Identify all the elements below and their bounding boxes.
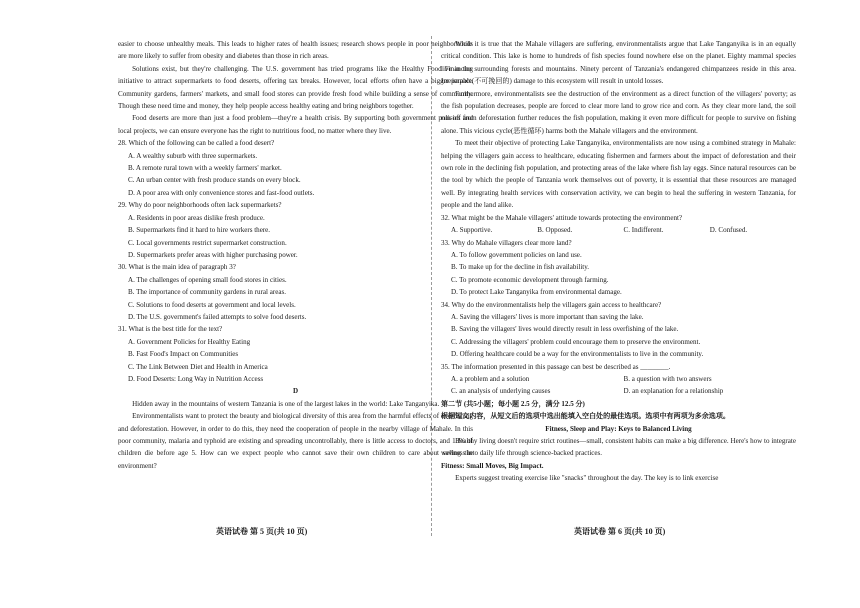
- option: B. Fast Food's Impact on Communities: [128, 350, 239, 359]
- option: A. a problem and a solution: [451, 374, 530, 383]
- paragraph: Food deserts are more than just a food problem—they're a health crisis. By supporting both government policies and local projects, we can ensure everyone has the right to nutritious food, no matter where they live.: [118, 114, 473, 135]
- option-row: [441, 224, 796, 236]
- question-stem: 35. The information presented in this passage can best be described as ________.: [441, 362, 671, 371]
- paragraph: To meet their objective of protecting Lake Tanganyika, environmentalists are now using a combined strategy in Mahale: helping the villagers gain access to healthcare, educating fishermen and farmers about the impact of deforestation and their own role in the declining fish population, and protecting areas of the lake where fish lay eggs. Since natural resources can be the tool by which the people of Tanzania work themselves out of poverty, it is essential that these resources are managed well. By integrating health services with conservation activity, we can begin to heal the suffering in western Tanzania, for people and the land alike.: [441, 139, 796, 210]
- option: A. Supportive.: [451, 226, 493, 235]
- option: C. To promote economic development through farming.: [451, 275, 609, 284]
- paragraph: Furthermore, environmentalists see the destruction of the environment as a direct function of the villagers' poverty; as the fish population decreases, people are forced to clear more land to grow rice and corn. As they clear more land, the soil run-off from deforestation further reduces the fish population, making it even more difficult for people to survive on fishing alone. This vicious cycle(恶性循环) harms both the Mahale villagers and the environment.: [441, 89, 796, 135]
- option: A. To follow government policies on land use.: [451, 250, 582, 259]
- paragraph: Hidden away in the mountains of western Tanzania is one of the largest lakes in the world: Lake Tanganyika.: [132, 399, 440, 408]
- option: D. Supermarkets prefer areas with higher purchasing power.: [128, 250, 298, 259]
- option-grid: [441, 373, 796, 398]
- question-stem: 29. Why do poor neighborhoods often lack supermarkets?: [118, 201, 282, 210]
- option: B. A remote rural town with a weekly farmers' market.: [128, 164, 282, 173]
- option: B. Opposed.: [537, 226, 573, 235]
- option: C. an analysis of underlying causes: [451, 387, 551, 396]
- option: D. Confused.: [709, 226, 748, 235]
- section-heading: 第二节 (共5小题；每小题 2.5 分，满分 12.5 分): [441, 399, 585, 408]
- paragraph: Healthy living doesn't require strict routines—small, consistent habits can make a big difference. Here's how to integrate wellness into daily life through science-backed practices.: [441, 437, 796, 458]
- option: D. To protect Lake Tanganyika from environmental damage.: [451, 288, 622, 297]
- question-stem: 31. What is the best title for the text?: [118, 325, 223, 334]
- section-heading-d: D: [292, 387, 299, 396]
- question-34: [441, 299, 796, 361]
- option: D. an explanation for a relationship: [623, 387, 724, 396]
- option: A. Government Policies for Healthy Eating: [128, 337, 251, 346]
- option: B. a question with two answers: [623, 374, 712, 383]
- question-stem: 34. Why do the environmentalists help the villagers gain access to healthcare?: [441, 300, 662, 309]
- question-31: [118, 323, 473, 385]
- question-stem: 33. Why do Mahale villagers clear more land?: [441, 238, 572, 247]
- question-32: [441, 212, 796, 237]
- question-35: [441, 361, 796, 398]
- paragraph: While it is true that the Mahale villagers are suffering, environmentalists argue that Lake Tanganyika is in an equally critical condition. This lake is home to hundreds of fish species found nowhere else on the planet. Eighty mammal species live in the surrounding forests and mountains. Ninety percent of Tanzania's endangered chimpanzees reside in this area. Irreparable(不可挽回的) damage to this ecosystem will result in untold losses.: [441, 40, 796, 86]
- question-28: [118, 137, 473, 199]
- option: D. A poor area with only convenience stores and fast-food outlets.: [128, 188, 315, 197]
- passage-title: Fitness, Sleep and Play: Keys to Balanced Living: [545, 424, 692, 433]
- page-footer-left: 英语试卷 第 5 页(共 10 页): [216, 527, 308, 536]
- paragraph: Solutions exist, but they're challenging. The U.S. government has tried programs like the Healthy Food Financing initiative to attract supermarkets to food deserts, offering tax breaks. However, local efforts often have a bigger impact. Community gardens, farmers' markets, and small food stores can provide fresh food while building a sense of community. Though these need time and money, they help people access healthy eating and bring neighbors together.: [118, 64, 473, 111]
- question-29: [118, 199, 473, 261]
- option: C. Local governments restrict supermarket construction.: [128, 238, 287, 247]
- question-stem: 30. What is the main idea of paragraph 3?: [118, 263, 236, 272]
- option: A. The challenges of opening small food stores in cities.: [128, 275, 287, 284]
- option: D. Offering healthcare could be a way for the environmentalists to live in the community.: [451, 350, 704, 359]
- question-stem: 32. What might be the Mahale villagers' attitude towards protecting the environment?: [441, 213, 683, 222]
- option: A. A wealthy suburb with three supermarkets.: [128, 151, 258, 160]
- subheading: Fitness: Small Moves, Big Impact.: [441, 461, 544, 470]
- option: B. The importance of community gardens in rural areas.: [128, 288, 286, 297]
- option: B. Supermarkets find it hard to hire workers there.: [128, 226, 271, 235]
- question-stem: 28. Which of the following can be called a food desert?: [118, 139, 275, 148]
- option: C. Solutions to food deserts at government and local levels.: [128, 300, 296, 309]
- paragraph: Environmentalists want to protect the beauty and biological diversity of this area from the harmful effects of overfishing and deforestation. However, in order to do this, they need the cooperation of people in the nearby village of Mahale. In this poor community, malaria and typhoid are existing and spreading uncontrollably, there is little access to doctors, and 13% of children die before age 5. How can we expect people who cannot save their own children to care about saving the environment?: [118, 412, 473, 470]
- left-column: [118, 38, 473, 472]
- question-33: [441, 237, 796, 299]
- option: D. The U.S. government's failed attempts to solve food deserts.: [128, 312, 307, 321]
- section-instructions: 根据短文内容，从短文后的选项中选出能填入空白处的最佳选项。选项中有两项为多余选项。: [441, 412, 730, 421]
- option: C. The Link Between Diet and Health in America: [128, 362, 268, 371]
- paragraph: Experts suggest treating exercise like "snacks" throughout the day. The key is to link exercise: [455, 474, 719, 483]
- option: B. Saving the villagers' lives would directly result in less overfishing of the lake.: [451, 325, 679, 334]
- option: C. Addressing the villagers' problem could encourage them to preserve the environment.: [451, 337, 701, 346]
- option: C. Indifferent.: [623, 226, 664, 235]
- option: B. To make up for the decline in fish availability.: [451, 263, 590, 272]
- option: A. Saving the villagers' lives is more important than saving the lake.: [451, 312, 644, 321]
- option: C. An urban center with fresh produce stands on every block.: [128, 176, 301, 185]
- paragraph: easier to choose unhealthy meals. This leads to higher rates of health issues; research shows people in poor neighborhoods are more likely to suffer from obesity and diabetes than those in rich areas.: [118, 40, 473, 61]
- option: A. Residents in poor areas dislike fresh produce.: [128, 213, 265, 222]
- page-footer-right: 英语试卷 第 6 页(共 10 页): [574, 527, 666, 536]
- right-column: [441, 38, 796, 485]
- question-30: [118, 261, 473, 323]
- option: D. Food Deserts: Long Way in Nutrition Access: [128, 374, 264, 383]
